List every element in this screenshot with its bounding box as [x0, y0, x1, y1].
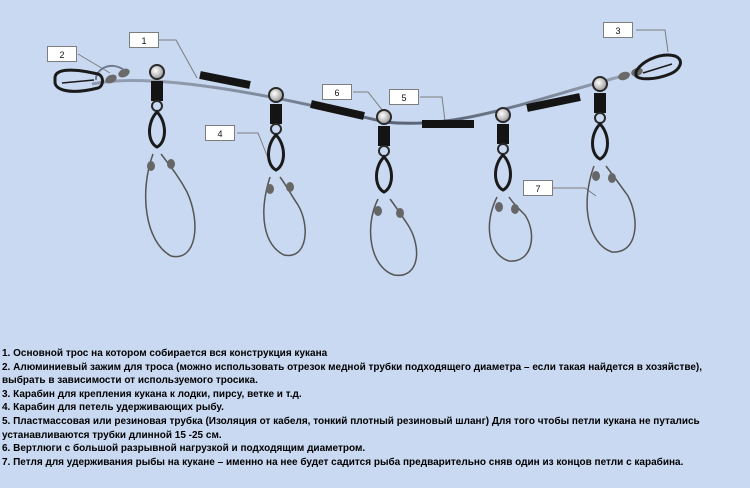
crimp-sleeve [266, 184, 274, 194]
legend-item-7: 7. Петля для удерживания рыбы на кукане – именно на нее будет садится рыба предварительно сняв один из концов петли с карабина. [2, 456, 684, 468]
hanger-1 [146, 65, 195, 257]
crimp-sleeve [167, 159, 175, 169]
left-end-clip [55, 66, 131, 91]
legend-item-3: 3. Карабин для крепления кукана к лодки, пирсу, ветке и т.д. [2, 388, 302, 400]
swivel-ring [271, 124, 281, 134]
hanger-2 [264, 88, 305, 255]
legend-item-4: 4. Карабин для петель удерживающих рыбу. [2, 402, 224, 414]
swivel-ring [593, 77, 607, 91]
callout-label-4: 4 [205, 125, 235, 141]
swivel-ring [269, 88, 283, 102]
loop-carabiner [150, 112, 165, 147]
callout-label-3: 3 [603, 22, 633, 38]
carabiner-gate [62, 80, 94, 83]
crimp-sleeve [592, 171, 600, 181]
swivel-ring [152, 101, 162, 111]
callout-label-5: 5 [389, 89, 419, 105]
crimp-sleeve [117, 67, 131, 79]
hanger-5 [587, 77, 635, 252]
crimp-sleeve [374, 206, 382, 216]
legend [2, 347, 748, 469]
legend-item-1: 1. Основной трос на котором собирается вся конструкция кукана [2, 348, 328, 359]
swivel-body [594, 93, 606, 113]
crimp-sleeve [396, 208, 404, 218]
leader-4 [237, 133, 272, 168]
callout-label-1: 1 [129, 32, 159, 48]
legend-item-6: 6. Вертлюги с большой разрывной нагрузкой и подходящим диаметром. [2, 443, 366, 455]
callout-leaders [78, 30, 668, 196]
callout-label-6: 6 [322, 84, 352, 100]
swivel-ring [377, 110, 391, 124]
callout-label-7: 7 [523, 180, 553, 196]
loop-carabiner [496, 155, 511, 190]
loop-carabiner [593, 124, 608, 159]
loop-carabiner [269, 135, 284, 170]
swivel-body [270, 104, 282, 124]
swivel-ring [150, 65, 164, 79]
legend-item-2: 2. Алюминиевый зажим для троса (можно использовать отрезок медной трубки подходящего диаметра – если такая найдется в хозяйстве), выбрать в зависимости от используемого тросика. [2, 361, 703, 387]
carabiner-right [636, 55, 680, 79]
tube-4 [527, 97, 580, 108]
leader-5 [420, 97, 445, 121]
tube-2 [311, 104, 364, 116]
leader-7 [553, 188, 596, 196]
tube-1 [200, 75, 250, 85]
swivel-ring [498, 144, 508, 154]
callout-label-2: 2 [47, 46, 77, 62]
swivel-body [151, 81, 163, 101]
crimp-sleeve [286, 182, 294, 192]
loop-carabiner [377, 157, 392, 192]
right-end-clip [617, 55, 680, 82]
legend-item-5: 5. Пластмассовая или резиновая трубка (Изоляция от кабеля, тонкий плотный резиновый шланг) Для того чтобы петли кукана не путались устанавливаются трубки длинной 15 -25 см. [2, 415, 700, 441]
swivel-body [497, 124, 509, 144]
hanger-3 [371, 110, 417, 275]
swivel-ring [379, 146, 389, 156]
crimp-sleeve [617, 70, 631, 82]
leader-3 [636, 30, 668, 52]
swivel-body [378, 126, 390, 146]
crimp-sleeve [147, 161, 155, 171]
carabiner-gate [643, 64, 672, 73]
swivel-ring [595, 113, 605, 123]
crimp-sleeve [608, 173, 616, 183]
crimp-sleeve [495, 202, 503, 212]
crimp-sleeve [511, 204, 519, 214]
swivel-ring [496, 108, 510, 122]
